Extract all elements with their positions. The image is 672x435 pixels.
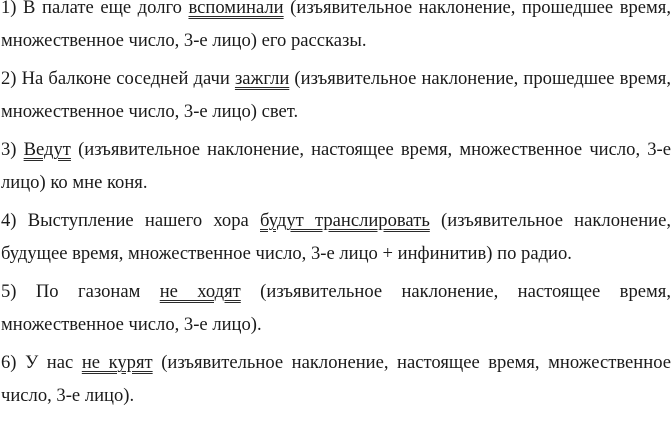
grammar-note: (изъявительное наклонение, прошедшее время, множественное число, 3-е лицо) его рассказы. — [1, 0, 671, 51]
grammar-note: (изъявительное наклонение, настоящее время, множественное число, 3-е лицо). — [1, 352, 671, 406]
grammar-note: (изъявительное наклонение, прошедшее время, множественное число, 3-е лицо) свет. — [1, 68, 671, 122]
underlined-predicate: не курят — [81, 352, 153, 373]
underlined-predicate: зажгли — [234, 68, 290, 89]
sentence-number: 6) — [1, 352, 17, 373]
grammar-note: (изъявительное наклонение, настоящее время, множественное число, 3-е лицо) ко мне коня. — [1, 139, 671, 193]
sentence-text-before: В палате еще долго — [23, 0, 182, 18]
sentence-number: 4) — [1, 210, 17, 231]
sentence-text-before: По газонам — [35, 281, 141, 302]
sentence-text-before: У нас — [25, 352, 74, 373]
sentence-text-before: Выступление нашего хора — [27, 210, 249, 231]
sentence-2 — [1, 62, 671, 128]
sentence-number: 5) — [1, 281, 17, 302]
sentence-number: 1) — [1, 0, 17, 18]
underlined-predicate: не ходят — [159, 281, 241, 302]
sentence-number: 2) — [1, 68, 17, 89]
sentence-text-before: На балконе соседней дачи — [21, 68, 230, 89]
sentence-4 — [1, 204, 671, 270]
sentence-number: 3) — [1, 139, 17, 160]
sentence-3 — [1, 133, 671, 199]
sentence-5 — [1, 275, 671, 341]
grammar-note: (изъявительное наклонение, будущее время, множественное число, 3-е лицо + инфинитив) по радио. — [1, 210, 671, 264]
grammar-note: (изъявительное наклонение, настоящее время, множественное число, 3-е лицо). — [1, 281, 671, 335]
sentence-6 — [1, 346, 671, 412]
underlined-predicate: будут транслировать — [260, 210, 430, 231]
underlined-predicate: Ведут — [23, 139, 71, 160]
underlined-predicate: вспоминали — [188, 0, 284, 18]
sentence-1 — [1, 0, 671, 57]
